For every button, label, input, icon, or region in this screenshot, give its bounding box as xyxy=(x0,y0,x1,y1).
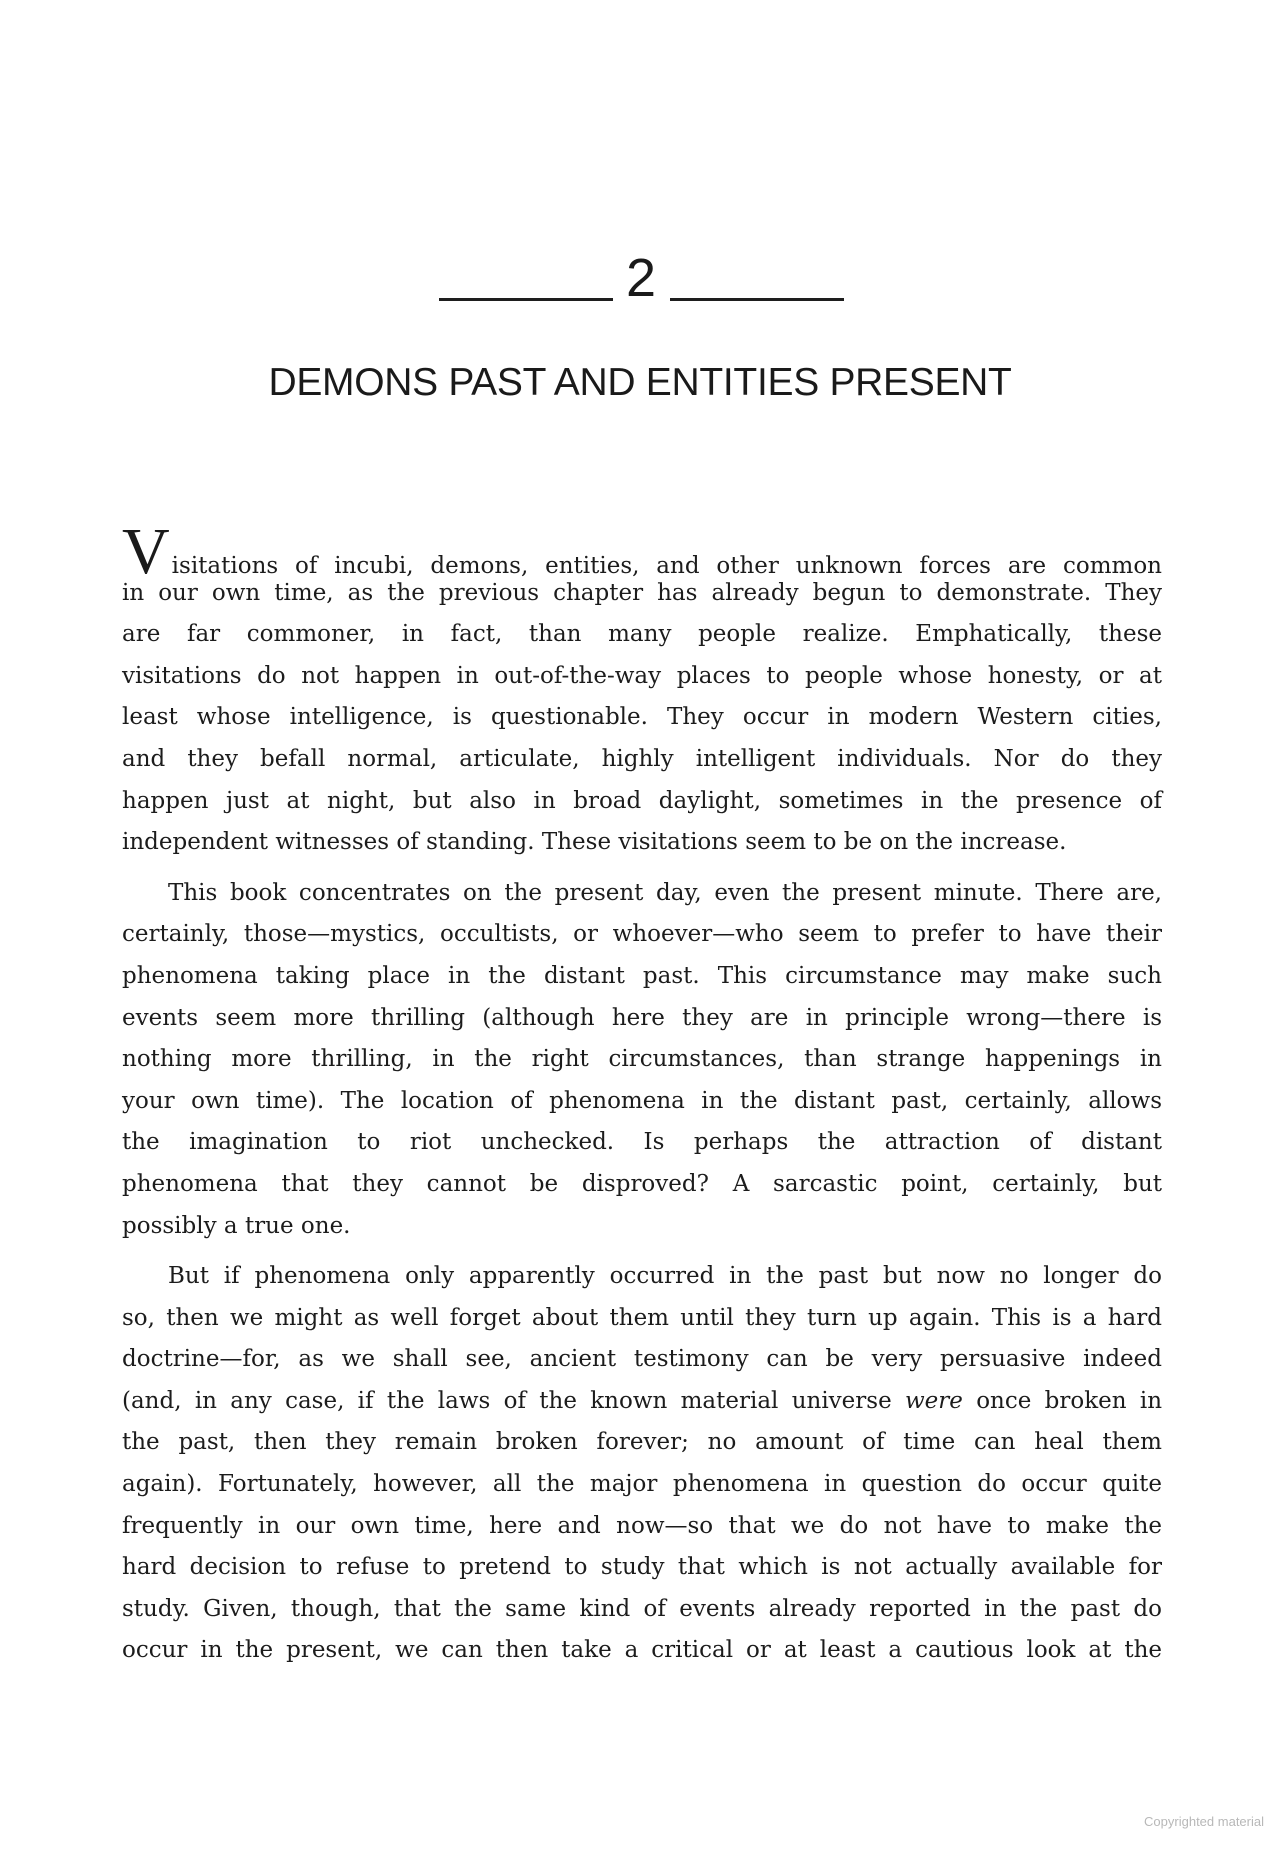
paragraph-3 xyxy=(122,1256,1162,1672)
text-line xyxy=(122,1122,1162,1164)
text-line xyxy=(122,515,1162,588)
line-text: phenomena taking place in the distant past. This circumstance may make such xyxy=(122,962,1162,989)
chapter-rule-right xyxy=(670,298,844,301)
line-text: phenomena that they cannot be disproved? A sarcastic point, certainly, but xyxy=(122,1170,1162,1197)
text-line xyxy=(122,956,1162,998)
line-text: the past, then they remain broken forever; no amount of time can heal them xyxy=(122,1429,1162,1456)
line-text: This book concentrates on the present day, even the present minute. There are, xyxy=(168,879,1162,906)
chapter-rule-left xyxy=(439,298,613,301)
text-line xyxy=(122,1464,1162,1506)
paragraph-1 xyxy=(122,515,1162,864)
text-line xyxy=(122,697,1162,739)
body-text xyxy=(122,515,1163,1681)
text-line xyxy=(122,1589,1162,1631)
line-text: in our own time, as the previous chapter has already begun to demonstrate. They xyxy=(122,579,1162,606)
line-text: least whose intelligence, is questionable. They occur in modern Western cities, xyxy=(122,704,1162,731)
line-text: happen just at night, but also in broad daylight, sometimes in the presence of xyxy=(122,787,1162,814)
line-text: isitations of incubi, demons, entities, and other unknown forces are common xyxy=(171,553,1162,579)
line-text: and they befall normal, articulate, highly intelligent individuals. Nor do they xyxy=(122,745,1162,772)
line-text: frequently in our own time, here and now—so that we do not have to make the xyxy=(122,1512,1162,1539)
line-text: doctrine—for, as we shall see, ancient testimony can be very persuasive indeed xyxy=(122,1346,1162,1373)
line-text: possibly a true one. xyxy=(122,1212,351,1239)
text-line xyxy=(122,1381,1162,1423)
line-text: once broken in xyxy=(976,1387,1163,1414)
text-line xyxy=(122,1630,1162,1672)
line-text: so, then we might as well forget about them until they turn up again. This is a hard xyxy=(122,1304,1162,1331)
text-line xyxy=(122,739,1162,781)
line-text: again). Fortunately, however, all the major phenomena in question do occur quite xyxy=(122,1471,1162,1498)
text-line xyxy=(122,1039,1162,1081)
line-text: (and, in any case, if the laws of the known material universe xyxy=(122,1387,892,1414)
line-text: independent witnesses of standing. These visitations seem to be on the increase. xyxy=(122,829,1067,856)
text-line xyxy=(122,873,1162,915)
copyright-watermark: Copyrighted material xyxy=(1144,1814,1264,1829)
paragraph-2 xyxy=(122,873,1162,1247)
line-text: events seem more thrilling (although here they are in principle wrong—there is xyxy=(122,1004,1162,1031)
chapter-heading xyxy=(0,248,1280,308)
text-line xyxy=(122,1206,1162,1248)
text-line xyxy=(122,1339,1162,1381)
line-text: But if phenomena only apparently occurred in the past but now no longer do xyxy=(168,1263,1162,1290)
line-text: nothing more thrilling, in the right circumstances, than strange happenings in xyxy=(122,1046,1162,1073)
text-line xyxy=(122,1298,1162,1340)
line-text: the imagination to riot unchecked. Is perhaps the attraction of distant xyxy=(122,1129,1162,1156)
line-text: occur in the present, we can then take a critical or at least a cautious look at the xyxy=(122,1637,1162,1664)
text-line xyxy=(122,1547,1162,1589)
text-line xyxy=(122,1506,1162,1548)
chapter-number: 2 xyxy=(625,248,657,308)
text-line xyxy=(122,1256,1162,1298)
chapter-title: DEMONS PAST AND ENTITIES PRESENT xyxy=(268,361,1012,404)
line-text: study. Given, though, that the same kind of events already reported in the past do xyxy=(122,1595,1162,1622)
line-text: are far commoner, in fact, than many people realize. Emphatically, these xyxy=(122,621,1162,648)
text-line xyxy=(122,573,1162,615)
text-line xyxy=(122,822,1162,864)
line-text: certainly, those—mystics, occultists, or whoever—who seem to prefer to have their xyxy=(122,921,1162,948)
text-line xyxy=(122,914,1162,956)
line-text: hard decision to refuse to pretend to study that which is not actually available for xyxy=(122,1554,1162,1581)
drop-cap: V xyxy=(122,515,170,588)
text-line xyxy=(122,781,1162,823)
line-text: visitations do not happen in out-of-the-way places to people whose honesty, or at xyxy=(122,662,1162,689)
emphasis-were: were xyxy=(904,1387,963,1414)
text-line xyxy=(122,1164,1162,1206)
text-line xyxy=(122,614,1162,656)
text-line xyxy=(122,998,1162,1040)
line-text: your own time). The location of phenomena in the distant past, certainly, allows xyxy=(122,1087,1162,1114)
text-line xyxy=(122,1422,1162,1464)
text-line xyxy=(122,1081,1162,1123)
text-line xyxy=(122,656,1162,698)
